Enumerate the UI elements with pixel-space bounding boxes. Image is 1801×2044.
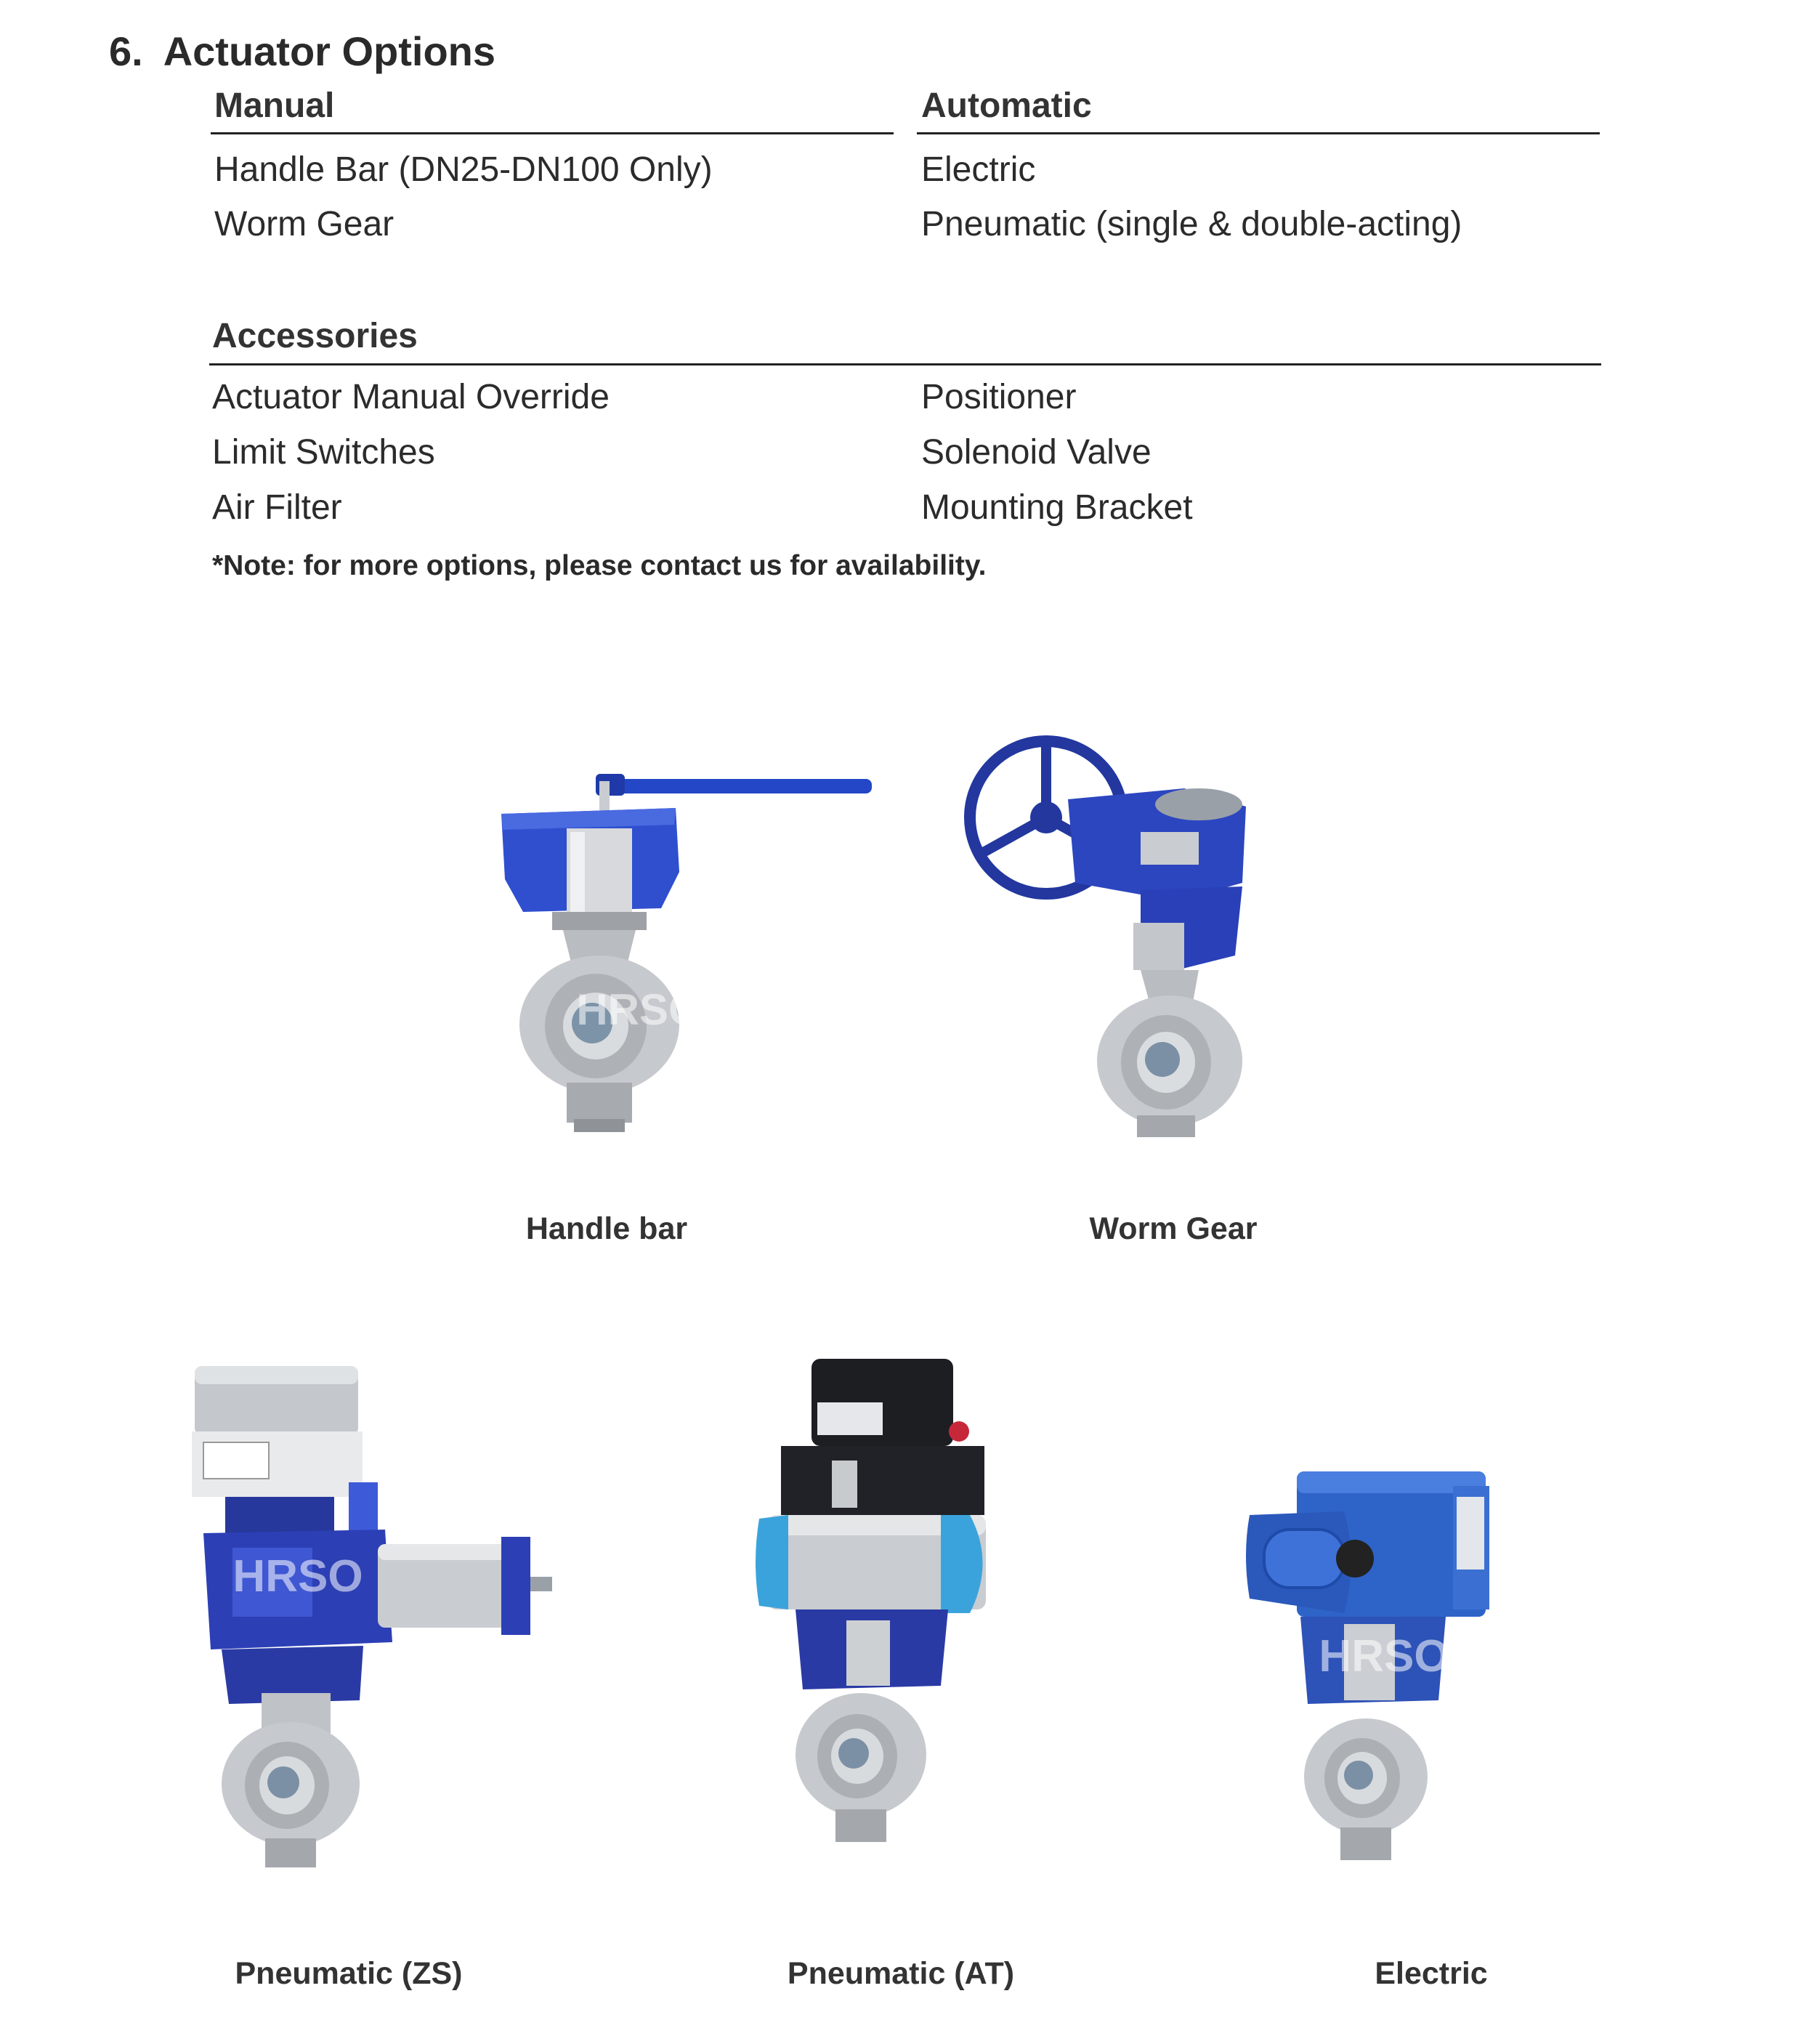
watermark-text: HRSO [1319, 1631, 1449, 1681]
accessories-heading: Accessories [212, 317, 418, 355]
accessory-item: Solenoid Valve [921, 433, 1152, 472]
automatic-heading-rule [917, 132, 1600, 134]
manual-item: Worm Gear [214, 205, 394, 243]
pneumatic-zs-valve-image [182, 1352, 588, 1875]
accessory-item: Positioner [921, 378, 1077, 416]
section-title-text: Actuator Options [163, 28, 496, 74]
manual-heading-rule [211, 132, 894, 134]
section-title [109, 28, 495, 75]
watermark-text: HRSO [576, 985, 703, 1034]
pneumatic-at-valve-image [752, 1352, 1013, 1875]
electric-valve-image [1235, 1461, 1526, 1896]
product-caption: Handle bar [525, 1211, 688, 1246]
manual-item: Handle Bar (DN25-DN100 Only) [214, 150, 713, 189]
watermark-text: HRSO [232, 1551, 363, 1601]
accessory-item: Air Filter [212, 488, 342, 527]
accessory-item: Actuator Manual Override [212, 378, 610, 416]
product-caption: Pneumatic (ZS) [235, 1956, 463, 1991]
accessories-heading-rule [209, 363, 1601, 365]
product-caption: Worm Gear [1089, 1211, 1258, 1246]
automatic-item: Electric [921, 150, 1036, 189]
product-caption: Pneumatic (AT) [787, 1956, 1015, 1991]
availability-note: *Note: for more options, please contact us for availability. [212, 550, 987, 581]
handle-bar-valve-image [487, 763, 894, 1148]
product-caption: Electric [1375, 1956, 1488, 1991]
accessory-item: Limit Switches [212, 433, 435, 472]
manual-heading: Manual [214, 86, 335, 125]
automatic-heading: Automatic [921, 86, 1092, 125]
accessory-item: Mounting Bracket [921, 488, 1193, 527]
automatic-item: Pneumatic (single & double-acting) [921, 205, 1462, 243]
section-number: 6. [109, 28, 143, 74]
worm-gear-valve-image [959, 738, 1264, 1144]
